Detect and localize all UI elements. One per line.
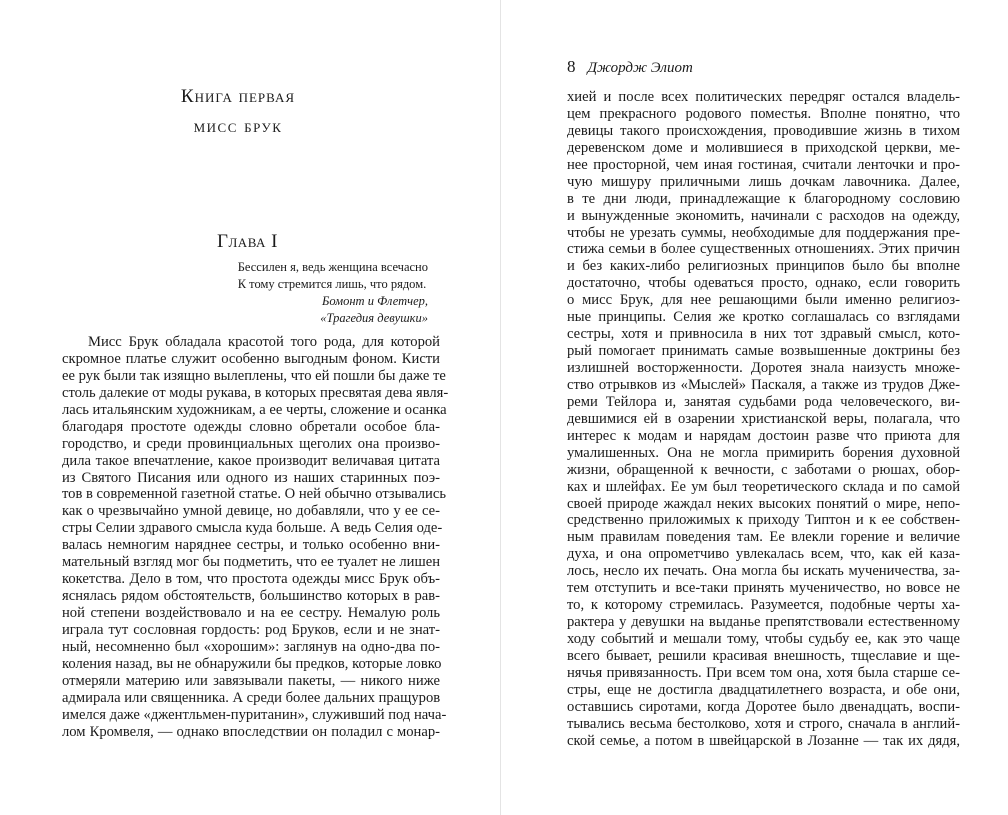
text-line: рактера у девушки на выданье препятствовали естественному	[567, 614, 960, 631]
epigraph-verse	[238, 259, 428, 293]
epigraph-source: «Трагедия девушки»	[320, 311, 428, 325]
text-line: тем отступить и все-таки принять мученичество, но вовсе не	[567, 580, 960, 597]
text-line: ходу событий и мешали тому, чтобы судьбу ее, как это чаще	[567, 631, 960, 647]
text-line: нячья привязанность. При всем том она, хотя была старше се-	[567, 664, 960, 681]
text-line: девшимися ей в озарении христианской веры, полагала, что	[567, 410, 960, 427]
text-line: скромное платье служит особенно выгодным фоном. Кисти	[62, 350, 440, 367]
text-line: ным правилам поведения там. Ее влекли горение и величие	[567, 529, 960, 546]
text-line: мательный взгляд мог бы подметить, что ее туалет не лишен	[62, 554, 440, 571]
text-line: нее просторной, чем иная гостиная, считали ленточки и про-	[567, 156, 960, 173]
text-line: чтобы не урезать суммы, необходимые для поддержания пре-	[567, 224, 960, 241]
text-line: и без каких-либо религиозных принципов было бы вполне	[567, 258, 960, 275]
text-line: всего бывает, решили красивая внешность, тщеславие и ще-	[567, 647, 960, 664]
text-line: ее рук были так изящно вылеплены, что ей пошли бы даже те	[62, 367, 446, 384]
book-subtitle: мисс брук	[193, 116, 283, 137]
text-line: своей природе жаждал неких высоких понятий о мире, непо-	[567, 495, 960, 512]
text-line: стры Селии здравого смысла куда больше. А ведь Селия оде-	[62, 520, 443, 537]
epigraph	[238, 259, 428, 327]
text-line: ные принципы. Селия же кротко соглашалась со взглядами	[567, 309, 960, 326]
chapter-title: Глава I	[217, 231, 279, 252]
text-line: достаточно, чтобы одеваться просто, однако, если говорить	[567, 275, 960, 292]
text-line: и вынужденные экономить, начинали с расходов на одежду,	[567, 207, 960, 224]
text-line: адмирала или священника. А среди более дальних пращуров	[62, 689, 441, 706]
text-line: лось, несло их печать. Она могла бы искать мученичества, за-	[567, 563, 960, 580]
text-line: чую мишуру приличными лишь дочкам лавочника. Далее,	[567, 173, 960, 190]
text-line: яснялась рядом обстоятельств, большинство которых в рав-	[62, 588, 440, 605]
text-line: тов в современной газетной статье. О ней обычно отзывались	[62, 486, 446, 503]
page-number: 8	[567, 57, 576, 76]
book-title: Книга первая	[180, 86, 296, 107]
text-line: реми Тейлора и, занятая судьбами рода человеческого, ви-	[567, 393, 960, 410]
left-page	[0, 0, 500, 815]
text-line: имелся даже «джентльмен-пуританин», служивший под нача-	[62, 706, 447, 723]
text-line: лась итальянским художникам, а ее черты, сложение и осанка	[62, 401, 447, 418]
text-line: хией и после всех политических передряг остался владель-	[567, 89, 960, 105]
text-line: ках и шлейфах. Ее ум был теоретического склада и по самой	[567, 478, 960, 495]
running-head	[567, 57, 693, 77]
text-line: тывались весьма бестолково, хотя и строго, сначала в англий-	[567, 715, 960, 732]
text-line: оставшись сиротами, когда Доротее было двенадцать, воспи-	[567, 698, 960, 715]
text-line: жизни, обращенной к вечности, с заботами о рюшах, обор-	[567, 461, 960, 478]
text-line: ство отрывков из «Мыслей» Паскаля, а также из трудов Дже-	[567, 376, 960, 393]
text-line: излишней восторженности. Доротея знала наизусть множе-	[567, 360, 960, 376]
text-line: столь далекие от моды рукава, в которых пресвятая дева явля-	[62, 384, 449, 401]
text-line: кокетства. Дело в том, что простота одежды мисс Брук объ-	[62, 571, 440, 588]
text-line: девицы такого происхождения, проводившие жизнь в тихом	[567, 122, 960, 139]
text-line: средственно приложимых к приходу Типтон и к ее собствен-	[567, 512, 960, 529]
text-line: рый помогает принимать самые возвышенные доктрины без	[567, 343, 960, 360]
text-line: валась немногим наряднее сестры, и только особенно вни-	[62, 537, 440, 554]
text-line: интерес к модам и нарядам достоин разве что приюта для	[567, 427, 960, 444]
text-line: как о чрезвычайно умной девице, но добавляли, что у ее се-	[62, 503, 440, 520]
right-page	[501, 0, 1008, 815]
text-line: духа, и она опрометчиво увлекалась всем, что, как ей каза-	[567, 546, 960, 563]
running-head-author: Джордж Элиот	[587, 60, 693, 76]
epigraph-line: Бессилен я, ведь женщина всечасно	[237, 260, 428, 274]
body-text	[62, 334, 449, 741]
epigraph-author: Бомонт и Флетчер,	[321, 294, 428, 308]
text-line: стижа семьи в более существенных отношениях. Этих причин	[567, 241, 960, 258]
text-line: о мисс Брук, для нее решающими были именно религиоз-	[567, 292, 960, 309]
text-line: то, к которому стремилась. Разумеется, подобные черты ха-	[567, 597, 960, 614]
text-line: дила такое впечатление, какое производит величавая цитата	[62, 452, 440, 469]
text-line: ской семье, а потом в швейцарской в Лозанне — так их дядя,	[567, 732, 960, 749]
text-line: деревенском доме и молившиеся в приходской церкви, ме-	[567, 139, 960, 156]
text-line: цем прекрасного родового поместья. Вполне понятно, что	[567, 105, 960, 122]
epigraph-line: К тому стремится лишь, что рядом.	[237, 277, 427, 291]
text-line: из Святого Писания или одного из наших старинных поэ-	[62, 469, 440, 486]
text-line: сестры, хотя и привносила в них тот здравый смысл, кото-	[567, 326, 960, 343]
text-line: благодаря простоте одежды словно обретали особое бла-	[62, 418, 440, 435]
text-line: ный, несомненно был «хорошим»: заглянув на одно-два по-	[62, 638, 440, 655]
text-line: умалишенных. Она не могла примирить борения духовной	[567, 444, 960, 461]
text-line: играла тут сословная гордость: род Бруков, если и не знат-	[62, 621, 440, 638]
text-line: лом Кромвеля, — однако впоследствии он поладил с монар-	[62, 723, 440, 740]
text-line: Мисс Брук обладала красотой того рода, для которой	[88, 334, 440, 350]
text-line: коления назад, вы не обнаружили бы предков, которые ловко	[62, 655, 442, 672]
text-line: отмеряли материю или завязывали пакеты, — никого ниже	[62, 672, 440, 689]
text-line: в те дни люди, принадлежащие к благородному сословию	[567, 190, 960, 207]
body-text	[567, 89, 960, 750]
text-line: ной степени воздействовало и на ее сестру. Немалую роль	[62, 605, 440, 621]
text-line: городство, и среди провинциальных щеголих она произво-	[62, 435, 440, 452]
epigraph-attribution	[238, 293, 428, 327]
text-line: стры, еще не достигла двадцатилетнего возраста, и обе они,	[567, 681, 960, 698]
